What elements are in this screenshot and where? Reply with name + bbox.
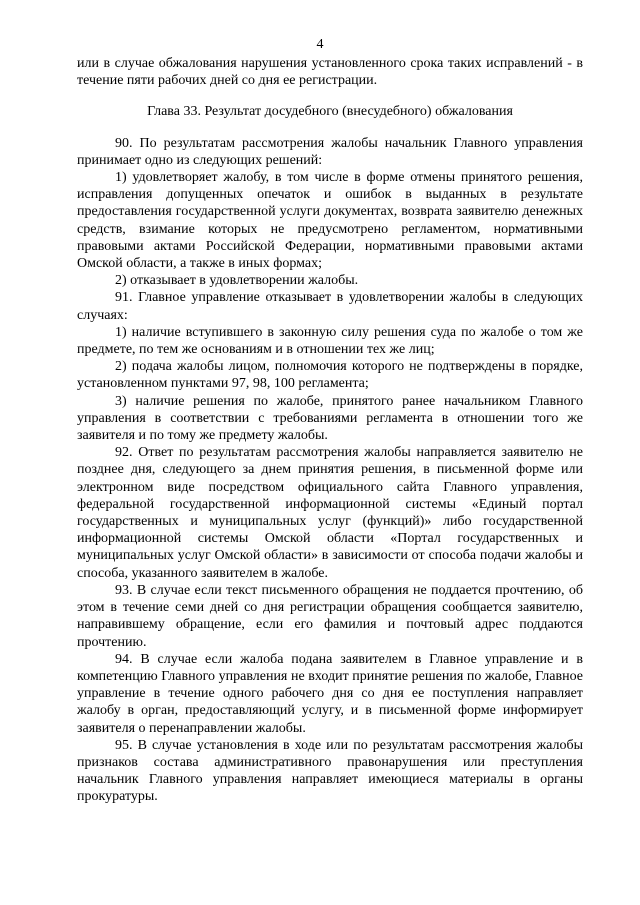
paragraph-92: 92. Ответ по результатам рассмотрения жалобы направляется заявителю не позднее дня, следующего за днем принятия решения, в письменной форме или электронном виде посредством официального сайта Главного управления, федеральной государственной информационной системы «Единый портал государственных и муниципальных услуг (функций)» либо государственной информационной системы Омской области «Портал государственных и муниципальных услуг Омской области» в зависимости от способа подачи жалобы и способа, указанного заявителем в жалобе. [77, 445, 583, 581]
paragraph-95: 95. В случае установления в ходе или по результатам рассмотрения жалобы признаков состава административного правонарушения или преступления начальник Главного управления направляет имеющиеся материалы в органы прокуратуры. [77, 737, 583, 805]
paragraph-93: 93. В случае если текст письменного обращения не поддается прочтению, об этом в течение семи дней со дня регистрации обращения сообщается заявителю, направившему обращение, если его фамилия и почтовый адрес поддаются прочтению. [77, 582, 583, 650]
paragraph-91-item-1: 1) наличие вступившего в законную силу решения суда по жалобе о том же предмете, по тем же основаниям и в отношении тех же лиц; [77, 324, 583, 358]
document-body [77, 55, 583, 806]
page-number: 4 [316, 37, 324, 52]
paragraph-91-item-2: 2) подача жалобы лицом, полномочия которого не подтверждены в порядке, установленном пунктами 97, 98, 100 регламента; [77, 359, 583, 392]
paragraph-90: 90. По результатам рассмотрения жалобы начальник Главного управления принимает одно из следующих решений: [77, 135, 583, 168]
paragraph-91: 91. Главное управление отказывает в удовлетворении жалобы в следующих случаях: [77, 290, 583, 323]
paragraph-90-item-1: 1) удовлетворяет жалобу, в том числе в форме отмены принятого решения, исправления допущенных опечаток и ошибок в выданных в результате предоставления государственной услуги документах, возврата заявителю денежных средств, взимание которых не предусмотрено регламентом, нормативными правовыми актами Российской Федерации, нормативными правовыми актами Омской области, а также в иных формах; [77, 170, 583, 272]
chapter-heading: Глава 33. Результат досудебного (внесудебного) обжалования [147, 104, 513, 120]
paragraph-90-item-2: 2) отказывает в удовлетворении жалобы. [115, 273, 359, 289]
paragraph-continuation: или в случае обжалования нарушения установленного срока таких исправлений - в течение пяти рабочих дней со дня ее регистрации. [77, 56, 583, 89]
paragraph-91-item-3: 3) наличие решения по жалобе, принятого ранее начальником Главного управления в соответствии с требованиями регламента в отношении того же заявителя и по тому же предмету жалобы. [77, 393, 583, 444]
paragraph-94: 94. В случае если жалоба подана заявителем в Главное управление и в компетенцию Главного управления не входит принятие решения по жалобе, Главное управление в течение одного рабочего дня со дня ее поступления направляет жалобу в орган, предоставляющий услугу, и в письменной форме информирует заявителя о перенаправлении жалобы. [77, 651, 583, 736]
